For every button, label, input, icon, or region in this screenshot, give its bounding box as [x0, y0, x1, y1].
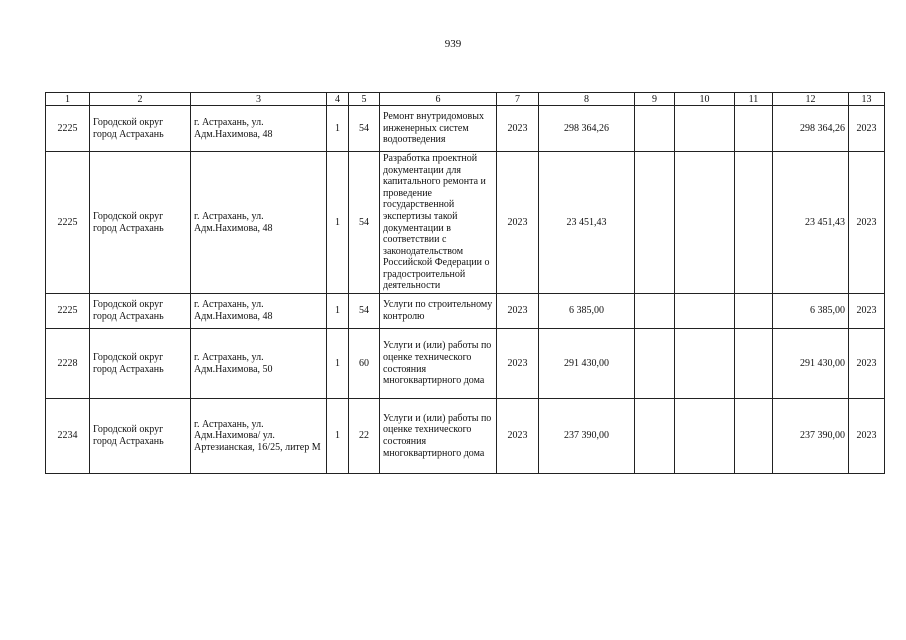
- cell-col10: [675, 329, 735, 399]
- header-row: [46, 93, 885, 106]
- cell-col4: 1: [327, 399, 349, 474]
- cell-house-id: 2234: [46, 399, 90, 474]
- cell-house-id: 2225: [46, 152, 90, 294]
- cell-municipality: Городской округ город Астрахань: [90, 294, 191, 329]
- cell-cost: 291 430,00: [539, 329, 635, 399]
- cell-year-end: 2023: [849, 152, 885, 294]
- cell-year-end: 2023: [849, 399, 885, 474]
- cell-col11: [735, 399, 773, 474]
- column-header-7: 7: [497, 93, 539, 106]
- cell-year: 2023: [497, 399, 539, 474]
- cell-address: г. Астрахань, ул. Адм.Нахимова, 48: [191, 152, 327, 294]
- cell-address: г. Астрахань, ул. Адм.Нахимова, 48: [191, 106, 327, 152]
- table-row: [46, 106, 885, 152]
- cell-col5: 54: [349, 106, 380, 152]
- column-header-3: 3: [191, 93, 327, 106]
- column-header-4: 4: [327, 93, 349, 106]
- cell-col11: [735, 294, 773, 329]
- cell-work-type: Ремонт внутридомовых инженерных систем водоотведения: [380, 106, 497, 152]
- cell-address: г. Астрахань, ул. Адм.Нахимова, 50: [191, 329, 327, 399]
- cell-year: 2023: [497, 152, 539, 294]
- column-header-13: 13: [849, 93, 885, 106]
- cell-municipality: Городской округ город Астрахань: [90, 106, 191, 152]
- cell-address: г. Астрахань, ул. Адм.Нахимова/ ул. Артезианская, 16/25, литер М: [191, 399, 327, 474]
- cell-municipality: Городской округ город Астрахань: [90, 152, 191, 294]
- table-row: [46, 152, 885, 294]
- cell-col10: [675, 106, 735, 152]
- column-header-9: 9: [635, 93, 675, 106]
- cell-col4: 1: [327, 106, 349, 152]
- column-header-1: 1: [46, 93, 90, 106]
- cell-col4: 1: [327, 329, 349, 399]
- cell-col11: [735, 152, 773, 294]
- cell-work-type: Разработка проектной документации для капитального ремонта и проведение государственной экспертизы такой документации в соответствии с законодательством Российской Федерации о градостроительной деятельности: [380, 152, 497, 294]
- cell-house-id: 2225: [46, 294, 90, 329]
- cell-col9: [635, 294, 675, 329]
- cell-total: 23 451,43: [773, 152, 849, 294]
- table-row: [46, 329, 885, 399]
- cell-col9: [635, 329, 675, 399]
- table-row: [46, 294, 885, 329]
- cell-year: 2023: [497, 106, 539, 152]
- cell-col5: 60: [349, 329, 380, 399]
- column-header-10: 10: [675, 93, 735, 106]
- cell-total: 291 430,00: [773, 329, 849, 399]
- cell-col4: 1: [327, 152, 349, 294]
- cell-col11: [735, 106, 773, 152]
- cell-col10: [675, 294, 735, 329]
- cell-cost: 23 451,43: [539, 152, 635, 294]
- cell-total: 298 364,26: [773, 106, 849, 152]
- cell-year-end: 2023: [849, 294, 885, 329]
- cell-work-type: Услуги по строительному контролю: [380, 294, 497, 329]
- cell-year-end: 2023: [849, 329, 885, 399]
- cell-municipality: Городской округ город Астрахань: [90, 329, 191, 399]
- cell-total: 6 385,00: [773, 294, 849, 329]
- cell-total: 237 390,00: [773, 399, 849, 474]
- cell-house-id: 2225: [46, 106, 90, 152]
- cell-col9: [635, 399, 675, 474]
- table-header: [46, 93, 885, 106]
- cell-address: г. Астрахань, ул. Адм.Нахимова, 48: [191, 294, 327, 329]
- cell-year: 2023: [497, 329, 539, 399]
- table-body: [46, 106, 885, 474]
- cell-municipality: Городской округ город Астрахань: [90, 399, 191, 474]
- cell-col10: [675, 399, 735, 474]
- column-header-8: 8: [539, 93, 635, 106]
- column-header-5: 5: [349, 93, 380, 106]
- column-header-12: 12: [773, 93, 849, 106]
- page-number: 939: [444, 38, 462, 50]
- cell-col11: [735, 329, 773, 399]
- column-header-2: 2: [90, 93, 191, 106]
- cell-house-id: 2228: [46, 329, 90, 399]
- cell-year-end: 2023: [849, 106, 885, 152]
- cell-cost: 298 364,26: [539, 106, 635, 152]
- cell-col9: [635, 152, 675, 294]
- cell-cost: 6 385,00: [539, 294, 635, 329]
- cell-work-type: Услуги и (или) работы по оценке технического состояния многоквартирного дома: [380, 329, 497, 399]
- cell-col5: 22: [349, 399, 380, 474]
- cell-year: 2023: [497, 294, 539, 329]
- registry-table: [45, 92, 885, 474]
- table-row: [46, 399, 885, 474]
- column-header-11: 11: [735, 93, 773, 106]
- cell-col4: 1: [327, 294, 349, 329]
- cell-work-type: Услуги и (или) работы по оценке технического состояния многоквартирного дома: [380, 399, 497, 474]
- cell-col10: [675, 152, 735, 294]
- cell-col5: 54: [349, 294, 380, 329]
- cell-col5: 54: [349, 152, 380, 294]
- cell-col9: [635, 106, 675, 152]
- column-header-6: 6: [380, 93, 497, 106]
- cell-cost: 237 390,00: [539, 399, 635, 474]
